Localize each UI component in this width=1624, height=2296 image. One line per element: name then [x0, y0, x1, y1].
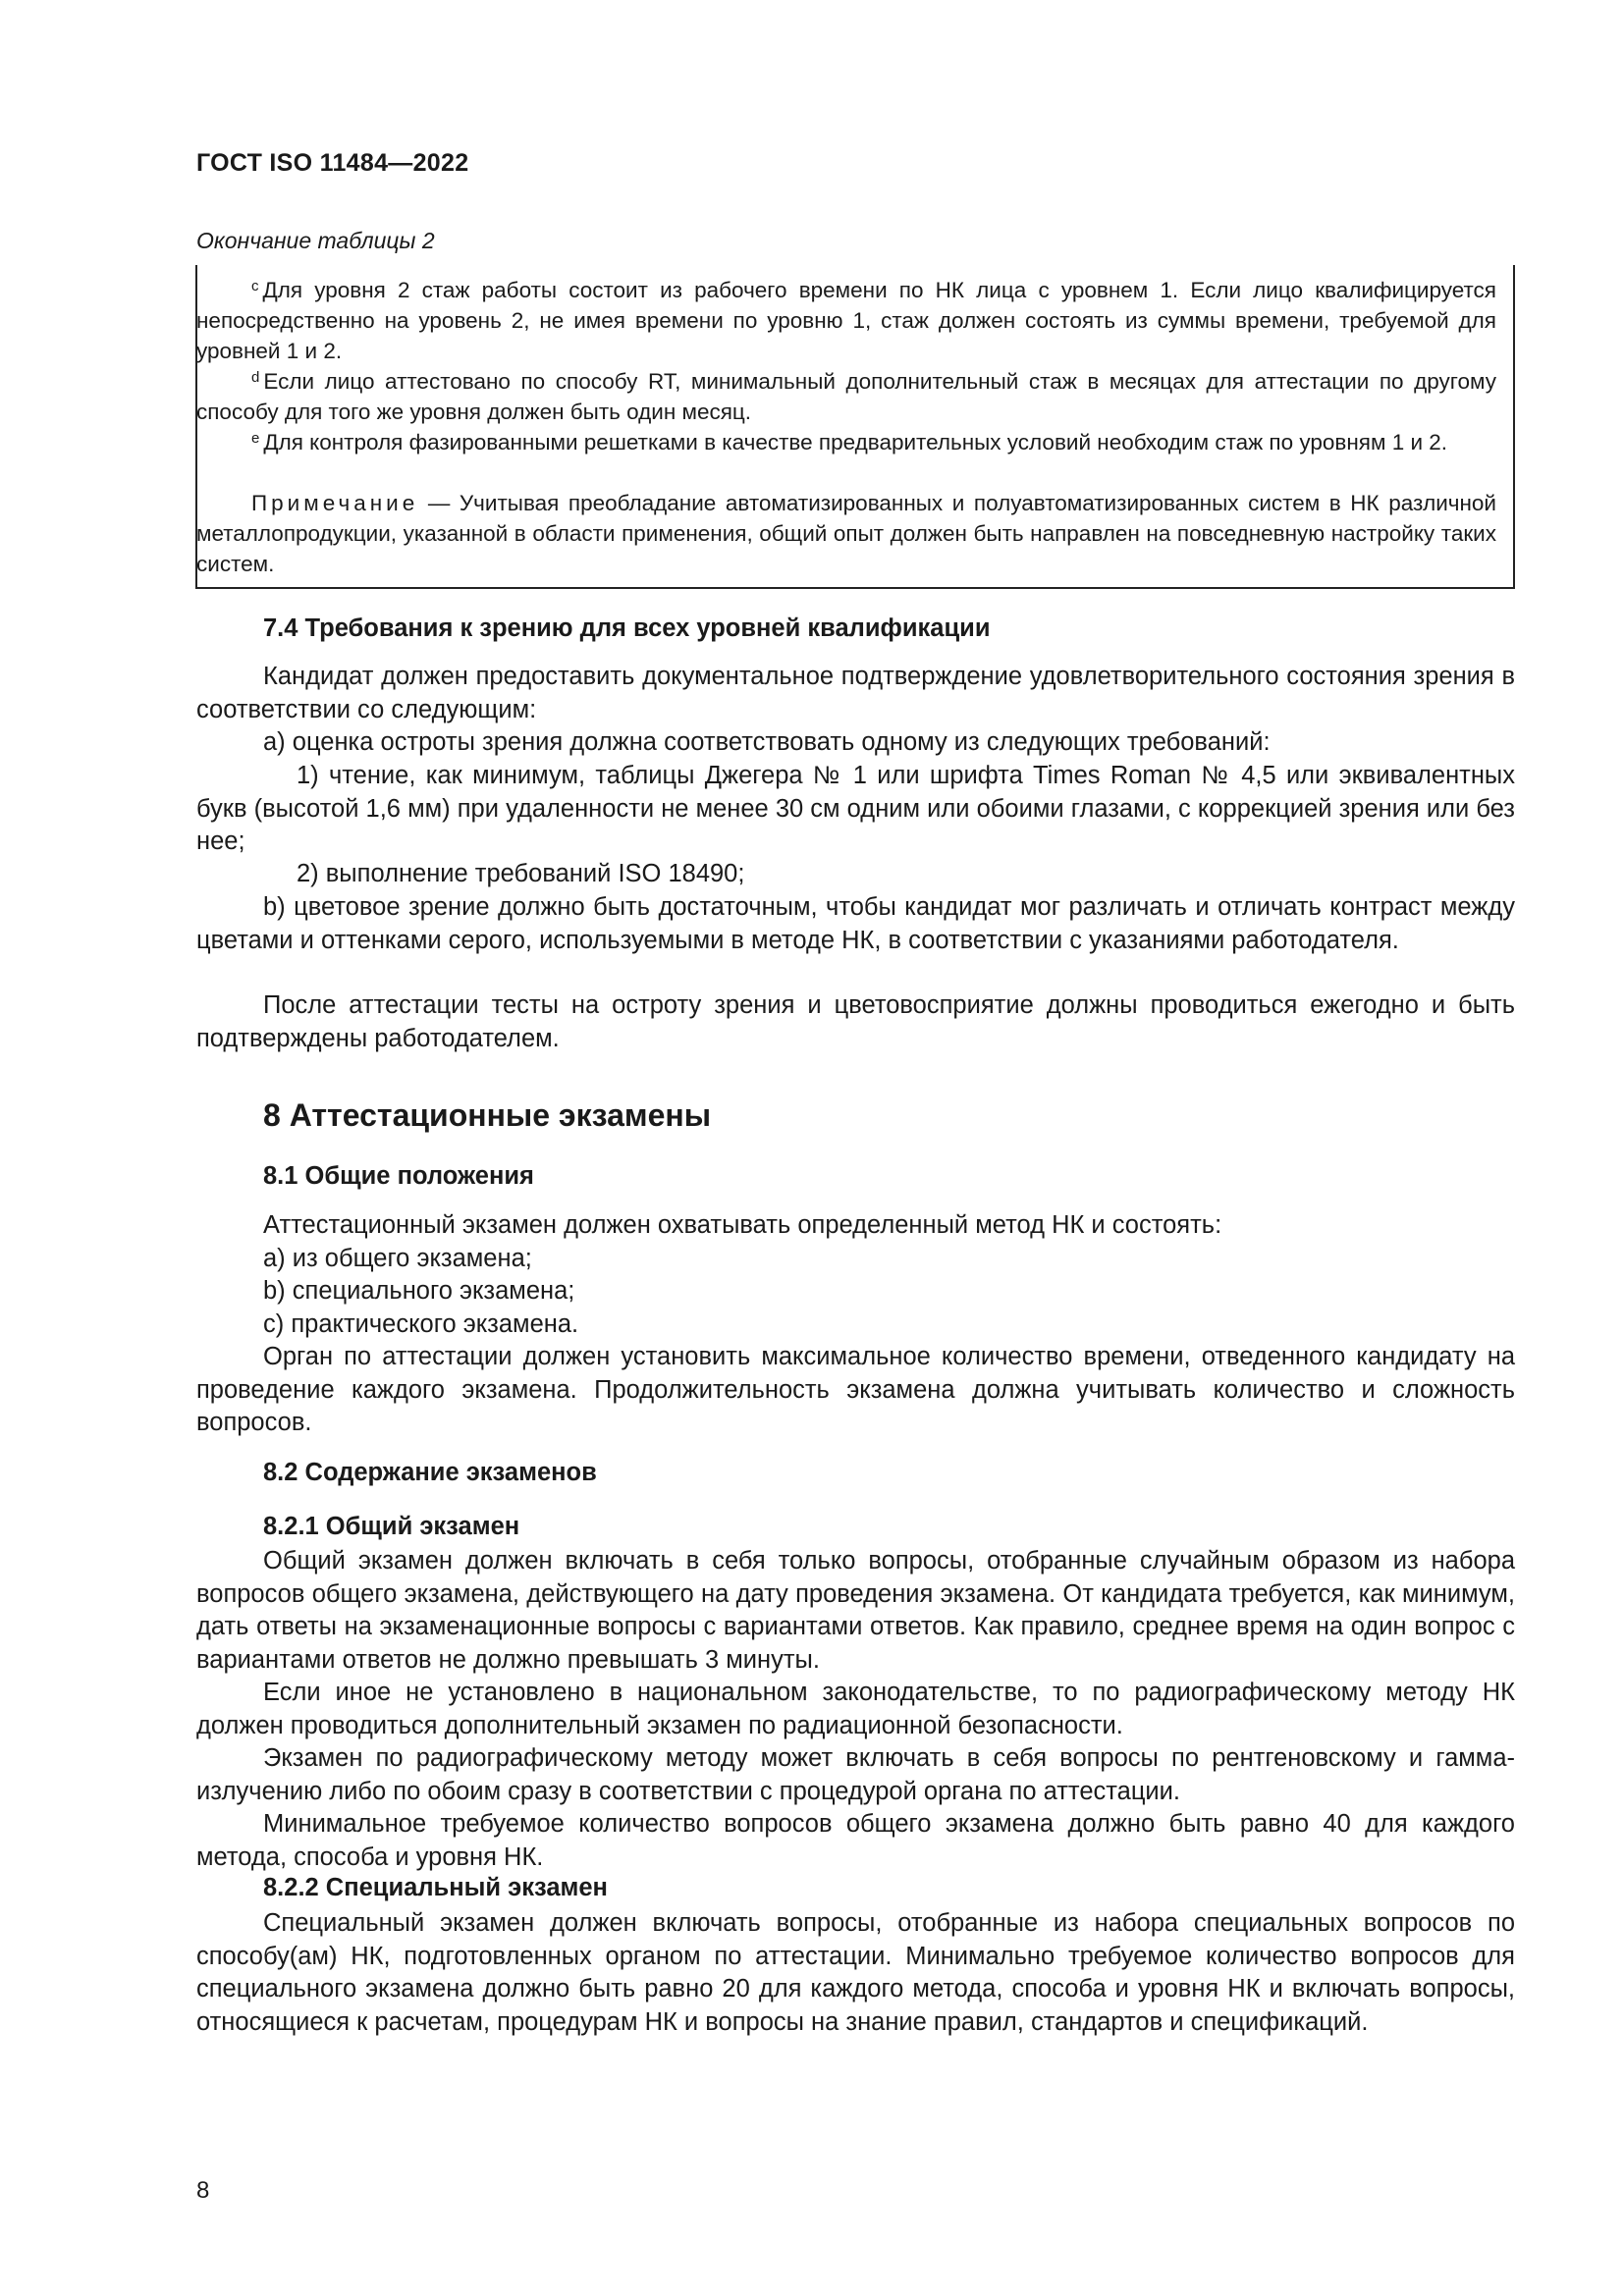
heading-7-4: 7.4 Требования к зрению для всех уровней квалификации [263, 614, 991, 642]
paragraph: Если иное не установлено в национальном законодательстве, то по радиографическому методу НК должен проводиться дополнительный экзамен по радиационной безопасности. [196, 1679, 1515, 1739]
heading-8: 8 Аттестационные экзамены [263, 1097, 712, 1133]
list-item-a1: 1) чтение, как минимум, таблицы Джегера № 1 или шрифта Times Roman № 4,5 или эквивалентных букв (высотой 1,6 мм) при удаленности не менее 30 см одним или обоими глазами, с коррекцией зрения или без нее; [196, 762, 1515, 855]
paragraph: Специальный экзамен должен включать вопросы, отобранные из набора специальных вопросов по способу(ам) НК, подготовленных органом по аттестации. Минимально требуемое количество вопросов для специального экзамена должно быть равно 20 для каждого метода, способа и уровня НК и включать вопросы, относящиеся к расчетам, процедурам НК и вопросы на знание правил, стандартов и спецификаций. [196, 1909, 1515, 2036]
footnote-c: $^c$ Для уровня 2 стаж работы состоит из рабочего времени по НК лица с уровнем 1. Если лицо квалифицируется непосредственно на уровень 2, не имея времени по уровню 1, стаж должен состоять из суммы времени, требуемой для уровней 1 и 2. [196, 278, 1496, 363]
list-item-a2: 2) выполнение требований ISO 18490; [297, 860, 745, 887]
heading-8-2: 8.2 Содержание экзаменов [263, 1459, 597, 1486]
list-item-c: с) практического экзамена. [263, 1310, 579, 1338]
list-item-a: а) оценка остроты зрения должна соответствовать одному из следующих требований: [263, 728, 1271, 756]
paragraph: Минимальное требуемое количество вопросов общего экзамена должно быть равно 40 для каждого метода, способа и уровня НК. [196, 1810, 1515, 1871]
paragraph: Аттестационный экзамен должен охватывать определенный метод НК и состоять: [263, 1211, 1222, 1239]
paragraph: Кандидат должен предоставить документальное подтверждение удовлетворительного состояния зрения в соответствии со следующим: [196, 663, 1515, 723]
page-number: 8 [196, 2177, 210, 2204]
paragraph: Общий экзамен должен включать в себя только вопросы, отобранные случайным образом из набора вопросов общего экзамена, действующего на дату проведения экзамена. От кандидата требуется, как минимум, дать ответы на экзаменационные вопросы с вариантами ответов. Как правило, среднее время на один вопрос с вариантами ответов не должно превышать 3 минуты. [196, 1547, 1515, 1674]
document-header: ГОСТ ISO 11484—2022 [196, 149, 469, 177]
paragraph: Орган по аттестации должен установить максимальное количество времени, отведенного кандидату на проведение каждого экзамена. Продолжительность экзамена должна учитывать количество и сложность вопросов. [196, 1343, 1515, 1436]
table-note: Примечание — Учитывая преобладание автоматизированных и полуавтоматизированных систем в НК различной металлопродукции, указанной в области применения, общий опыт должен быть направлен на повседневную настройку таких систем. [196, 491, 1496, 576]
footnote-d: $^d$ Если лицо аттестовано по способу RT, минимальный дополнительный стаж в месяцах для аттестации по другому способу для того же уровня должен быть один месяц. [196, 369, 1496, 424]
paragraph: После аттестации тесты на остроту зрения и цветовосприятие должны проводиться ежегодно и быть подтверждены работодателем. [196, 991, 1515, 1052]
list-item-a: а) из общего экзамена; [263, 1245, 532, 1272]
heading-8-2-2: 8.2.2 Специальный экзамен [263, 1874, 608, 1901]
heading-8-2-1: 8.2.1 Общий экзамен [263, 1513, 520, 1540]
list-item-b: b) специального экзамена; [263, 1277, 575, 1305]
footnote-e: $^e$ Для контроля фазированными решетками в качестве предварительных условий необходим стаж по уровням 1 и 2. [251, 430, 1448, 454]
list-item-b: b) цветовое зрение должно быть достаточным, чтобы кандидат мог различать и отличать контраст между цветами и оттенками серого, используемыми в методе НК, в соответствии с указаниями работодателя. [196, 893, 1515, 954]
paragraph: Экзамен по радиографическому методу может включать в себя вопросы по рентгеновскому и гамма-излучению либо по обоим сразу в соответствии с процедурой органа по аттестации. [196, 1744, 1515, 1805]
table-caption: Окончание таблицы 2 [196, 228, 435, 253]
heading-8-1: 8.1 Общие положения [263, 1162, 534, 1190]
